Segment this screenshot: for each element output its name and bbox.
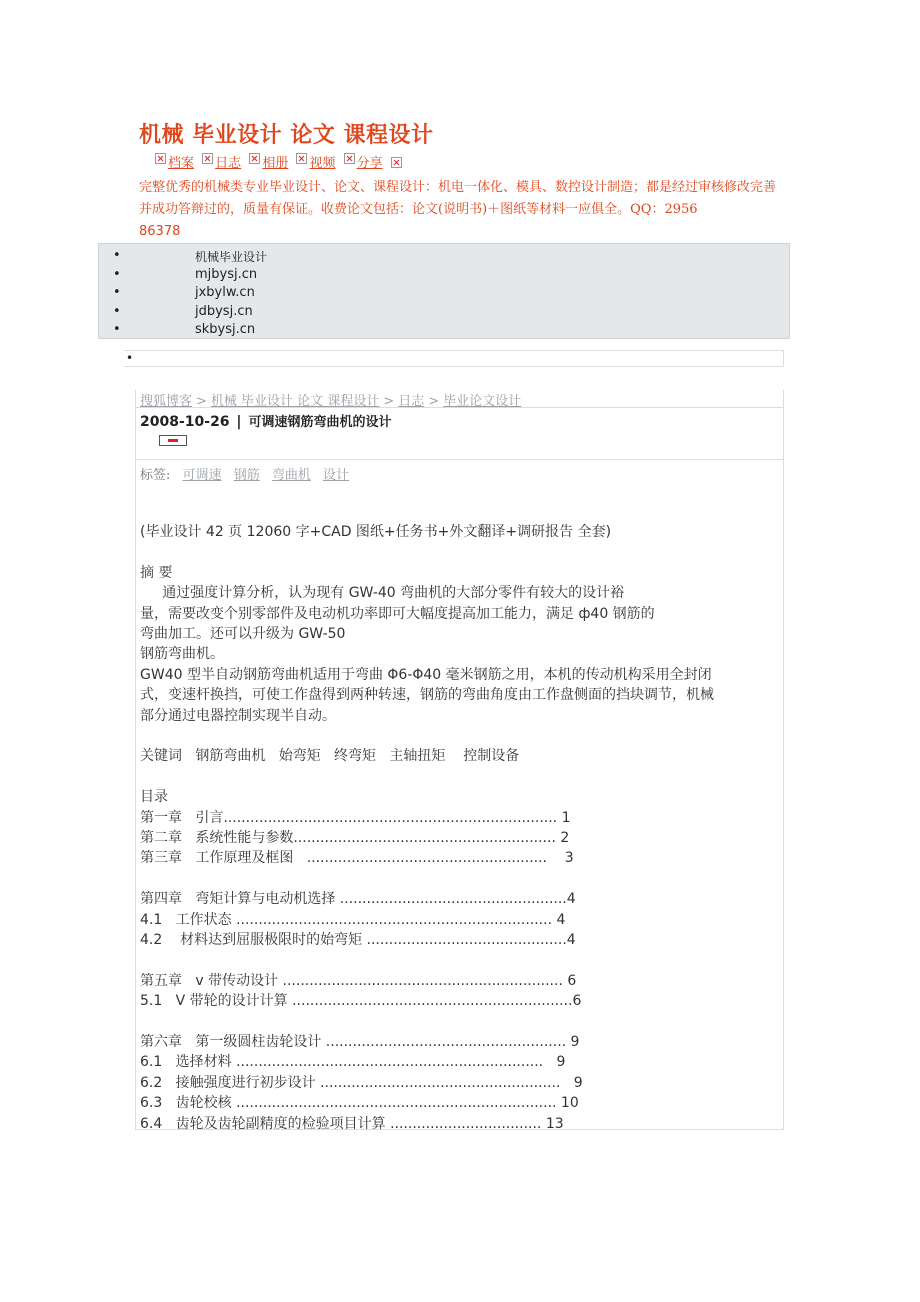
content-line: 第四章 弯矩计算与电动机选择 ...................................................4 bbox=[140, 891, 576, 908]
bullet-icon: • bbox=[113, 285, 121, 300]
nav-item-extra bbox=[391, 156, 404, 171]
broken-image-icon bbox=[202, 153, 213, 164]
bullet-icon: • bbox=[126, 351, 134, 365]
content-line: (毕业设计 42 页 12060 字+CAD 图纸+任务书+外文翻译+调研报告 全套) bbox=[140, 524, 612, 540]
broken-image-icon bbox=[249, 153, 260, 164]
content-line: 第三章 工作原理及框图 ...................................................... 3 bbox=[140, 850, 574, 867]
content-line: 5.1 V 带轮的设计计算 ...............................................................6 bbox=[140, 993, 582, 1010]
nav-item-video[interactable] bbox=[296, 152, 335, 171]
post-title-text: 可调速钢筋弯曲机的设计 bbox=[248, 415, 392, 430]
content-line: 式，变速杆换挡，可使工作盘得到两种转速，钢筋的弯曲角度由工作盘侧面的挡块调节，机械 bbox=[140, 687, 714, 704]
content-line: 6.1 选择材料 ..................................................................... 9 bbox=[140, 1054, 566, 1071]
site-links-box bbox=[98, 243, 790, 339]
breadcrumb-separator: > bbox=[428, 394, 440, 409]
blank-line bbox=[140, 869, 780, 889]
list-item[interactable] bbox=[99, 322, 789, 341]
content-line: 第六章 第一级圆柱齿轮设计 ...................................................... 9 bbox=[140, 1034, 580, 1051]
blog-description-qq: 86378 bbox=[139, 224, 181, 239]
post-flag-icon bbox=[159, 435, 187, 446]
blank-line bbox=[140, 767, 780, 787]
content-line: GW40 型半自动钢筋弯曲机适用于弯曲 Φ6-Φ40 毫米钢筋之用，本机的传动机构采用全封闭 bbox=[140, 666, 712, 683]
content-line: 6.4 齿轮及齿轮副精度的检验项目计算 .................................. 13 bbox=[140, 1115, 564, 1132]
content-line: 关键词 钢筋弯曲机 始弯矩 终弯矩 主轴扭矩 控制设备 bbox=[140, 748, 520, 765]
breadcrumb-link-category[interactable]: 毕业论文设计 bbox=[443, 394, 522, 409]
site-link[interactable]: mjbysj.cn bbox=[195, 266, 258, 282]
tag-link[interactable]: 设计 bbox=[323, 468, 350, 483]
breadcrumb-separator: > bbox=[383, 394, 395, 409]
bullet-icon: • bbox=[113, 322, 121, 337]
blog-description bbox=[139, 177, 784, 243]
blank-line bbox=[140, 542, 780, 562]
nav-link-diary[interactable]: 日志 bbox=[215, 156, 242, 171]
bullet-icon: • bbox=[113, 303, 121, 319]
broken-image-icon bbox=[391, 157, 402, 168]
breadcrumb-link-sohu-blog[interactable]: 搜狐博客 bbox=[140, 394, 193, 409]
list-item[interactable] bbox=[99, 248, 789, 267]
content-line: 目录 bbox=[140, 789, 168, 806]
content-line: 第五章 v 带传动设计 ............................................................... 6 bbox=[140, 972, 577, 989]
blog-title: 机械 毕业设计 论文 课程设计 bbox=[139, 123, 434, 148]
post-title bbox=[140, 411, 391, 430]
post-date: 2008-10-26 bbox=[140, 414, 230, 430]
content-line: 弯曲加工。还可以升级为 GW-50 bbox=[140, 626, 346, 643]
blank-line bbox=[140, 1012, 780, 1032]
nav-item-share[interactable] bbox=[344, 152, 383, 171]
nav-item-album[interactable] bbox=[249, 152, 288, 171]
blank-line bbox=[140, 950, 780, 970]
post-tags bbox=[140, 464, 349, 483]
content-line: 6.2 接触强度进行初步设计 ...................................................... 9 bbox=[140, 1074, 583, 1091]
nav-link-share[interactable]: 分享 bbox=[356, 156, 383, 171]
content-line: 第一章 引言........................................................................... 1 bbox=[140, 809, 571, 826]
broken-image-icon bbox=[344, 153, 355, 164]
site-links-list bbox=[99, 244, 789, 341]
nav-link-album[interactable]: 相册 bbox=[262, 156, 289, 171]
site-link[interactable]: 机械毕业设计 bbox=[195, 250, 268, 264]
broken-image-icon bbox=[296, 153, 307, 164]
nav-item-diary[interactable] bbox=[202, 152, 241, 171]
site-link[interactable]: jdbysj.cn bbox=[195, 303, 253, 319]
blank-line bbox=[140, 726, 780, 746]
content-line: 4.1 工作状态 ....................................................................... 4 bbox=[140, 911, 566, 928]
content-line: 4.2 材料达到屈服极限时的始弯矩 .............................................4 bbox=[140, 932, 576, 949]
article-panel bbox=[135, 390, 784, 1130]
content-line: 第二章 系统性能与参数........................................................... 2 bbox=[140, 830, 570, 847]
content-line: 部分通过电器控制实现半自动。 bbox=[140, 707, 336, 724]
breadcrumb-separator: > bbox=[196, 394, 207, 409]
list-item[interactable] bbox=[99, 304, 789, 323]
content-line: 量，需要改变个别零部件及电动机功率即可大幅度提高加工能力，满足 ф40 钢筋的 bbox=[140, 605, 655, 622]
list-item[interactable] bbox=[99, 267, 789, 286]
broken-image-icon bbox=[155, 153, 166, 164]
blog-description-text: 完整优秀的机械类专业毕业设计、论文、课程设计：机电一体化、模具、数控设计制造；都是经过审核修改完善并成功答辩过的，质量有保证。收费论文包括：论文(说明书)＋图纸等材料一应俱全。QQ：2956 bbox=[139, 180, 777, 217]
nav-item-archive[interactable] bbox=[155, 152, 194, 171]
site-link[interactable]: jxbylw.cn bbox=[195, 285, 255, 300]
tag-link[interactable]: 可调速 bbox=[182, 468, 222, 483]
list-item[interactable] bbox=[99, 285, 789, 304]
breadcrumb-link-blog[interactable]: 机械 毕业设计 论文 课程设计 bbox=[210, 394, 380, 409]
empty-list-box bbox=[124, 350, 784, 367]
post-content bbox=[140, 522, 780, 1134]
content-line: 摘 要 bbox=[140, 564, 173, 581]
post-header bbox=[136, 407, 783, 460]
nav-link-archive[interactable]: 档案 bbox=[168, 156, 195, 171]
breadcrumb-link-diary[interactable]: 日志 bbox=[398, 394, 425, 409]
bullet-icon: • bbox=[113, 266, 121, 282]
bullet-icon: • bbox=[113, 248, 121, 263]
site-link[interactable]: skbysj.cn bbox=[195, 322, 256, 337]
title-separator: | bbox=[231, 414, 247, 430]
content-line: 6.3 齿轮校核 ........................................................................ 10 bbox=[140, 1095, 579, 1112]
nav-link-video[interactable]: 视频 bbox=[309, 156, 336, 171]
tag-link[interactable]: 弯曲机 bbox=[271, 468, 311, 483]
tag-link[interactable]: 钢筋 bbox=[233, 468, 260, 483]
content-line: 钢筋弯曲机。 bbox=[140, 646, 224, 663]
content-line: 通过强度计算分析，认为现有 GW-40 弯曲机的大部分零件有较大的设计裕 bbox=[140, 585, 625, 602]
blog-nav bbox=[155, 152, 408, 171]
tags-label: 标签: bbox=[140, 468, 171, 483]
